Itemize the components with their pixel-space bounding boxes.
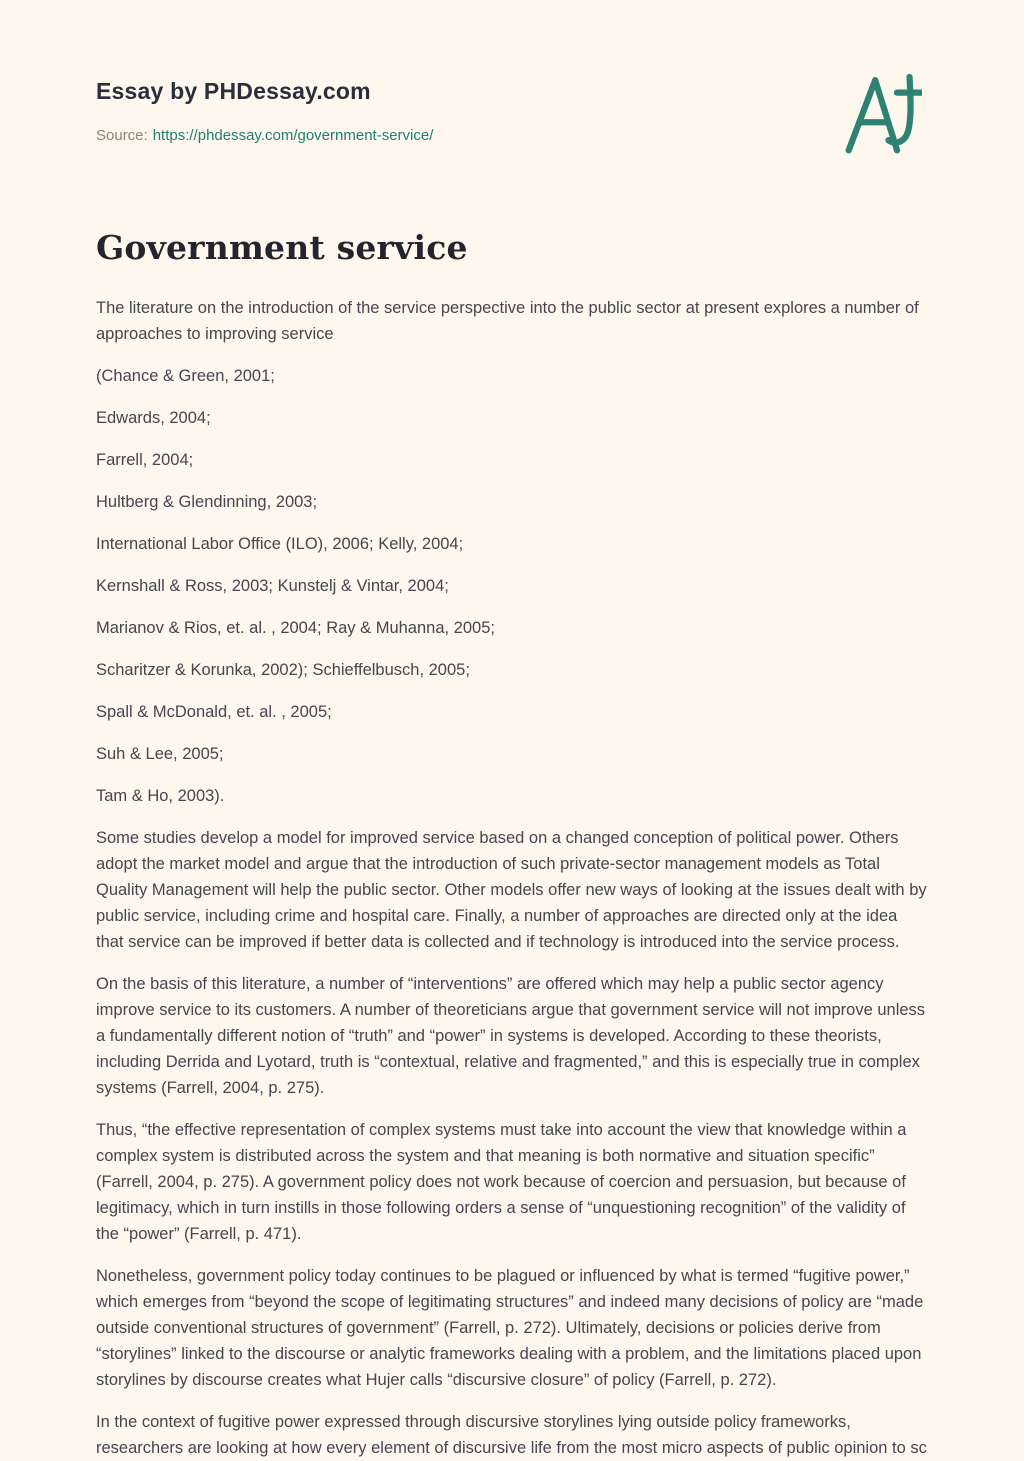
paragraph: Marianov & Rios, et. al. , 2004; Ray & Muhanna, 2005; [96, 619, 495, 637]
paragraph: On the basis of this literature, a number of “interventions” are offered which may help a public sector agency improve service to its customers. A number of theoreticians argue that government service will not improve unless a fundamentally different notion of “truth” and “power” in systems is developed. According to these theorists, including Derrida and Lyotard, truth is “contextual, relative and fragmented,” and this is especially true in complex systems (Farrell, 2004, p. 275). [96, 975, 926, 1097]
header-title: Essay by PHDessay.com [96, 78, 371, 104]
phdessay-logo-icon [844, 68, 922, 164]
paragraph: Thus, “the effective representation of complex systems must take into account the view that knowledge within a complex system is distributed across the system and that meaning is both normative and situation specific” (Farrell, 2004, p. 275). A government policy does not work because of coercion and persuasion, but because of legitimacy, which in turn instills in those following orders a sense of “unquestioning recognition” of the validity of the “power” (Farrell, p. 471). [96, 1121, 907, 1243]
paragraph: Farrell, 2004; [96, 451, 194, 469]
source-url-link[interactable]: https://phdessay.com/government-service/ [152, 127, 434, 144]
paragraph: Edwards, 2004; [96, 409, 211, 427]
source-label: Source: [96, 127, 148, 144]
essay-title: Government service [96, 228, 468, 267]
paragraph: In the context of fugitive power expressed through discursive storylines lying outside policy frameworks, researchers are looking at how every element of discursive life from the most micro aspects of public opinion to sc [96, 1413, 927, 1457]
paragraph: Scharitzer & Korunka, 2002); Schieffelbusch, 2005; [96, 661, 470, 679]
a-plus-logo-icon [844, 68, 922, 164]
paragraph: The literature on the introduction of the service perspective into the public sector at present explores a number of approaches to improving service [96, 299, 919, 343]
paragraph: Spall & McDonald, et. al. , 2005; [96, 703, 332, 721]
paragraph: Hultberg & Glendinning, 2003; [96, 493, 318, 511]
article-body [96, 295, 928, 1461]
paragraph: Tam & Ho, 2003). [96, 787, 225, 805]
paragraph: (Chance & Green, 2001; [96, 367, 275, 385]
article-main [96, 228, 928, 1461]
header-text-block [96, 78, 433, 144]
page-header [96, 78, 928, 144]
paragraph: Nonetheless, government policy today continues to be plagued or influenced by what is termed “fugitive power,” which emerges from “beyond the scope of legitimating structures” and indeed many decisions of policy are “made outside conventional structures of government” (Farrell, p. 272). Ultimately, decisions or policies derive from “storylines” linked to the discourse or analytic frameworks dealing with a problem, and the limitations placed upon storylines by discourse creates what Hujer calls “discursive closure” of policy (Farrell, p. 272). [96, 1267, 924, 1389]
paragraph: Kernshall & Ross, 2003; Kunstelj & Vintar, 2004; [96, 577, 449, 595]
paragraph: Some studies develop a model for improved service based on a changed conception of political power. Others adopt the market model and argue that the introduction of such private-sector management models as Total Quality Management will help the public sector. Other models offer new ways of looking at the issues dealt with by public service, including crime and hospital care. Finally, a number of approaches are directed only at the idea that service can be improved if better data is collected and if technology is introduced into the service process. [96, 829, 927, 951]
paragraph: Suh & Lee, 2005; [96, 745, 224, 763]
paragraph: International Labor Office (ILO), 2006; Kelly, 2004; [96, 535, 464, 553]
source-line [96, 127, 433, 144]
